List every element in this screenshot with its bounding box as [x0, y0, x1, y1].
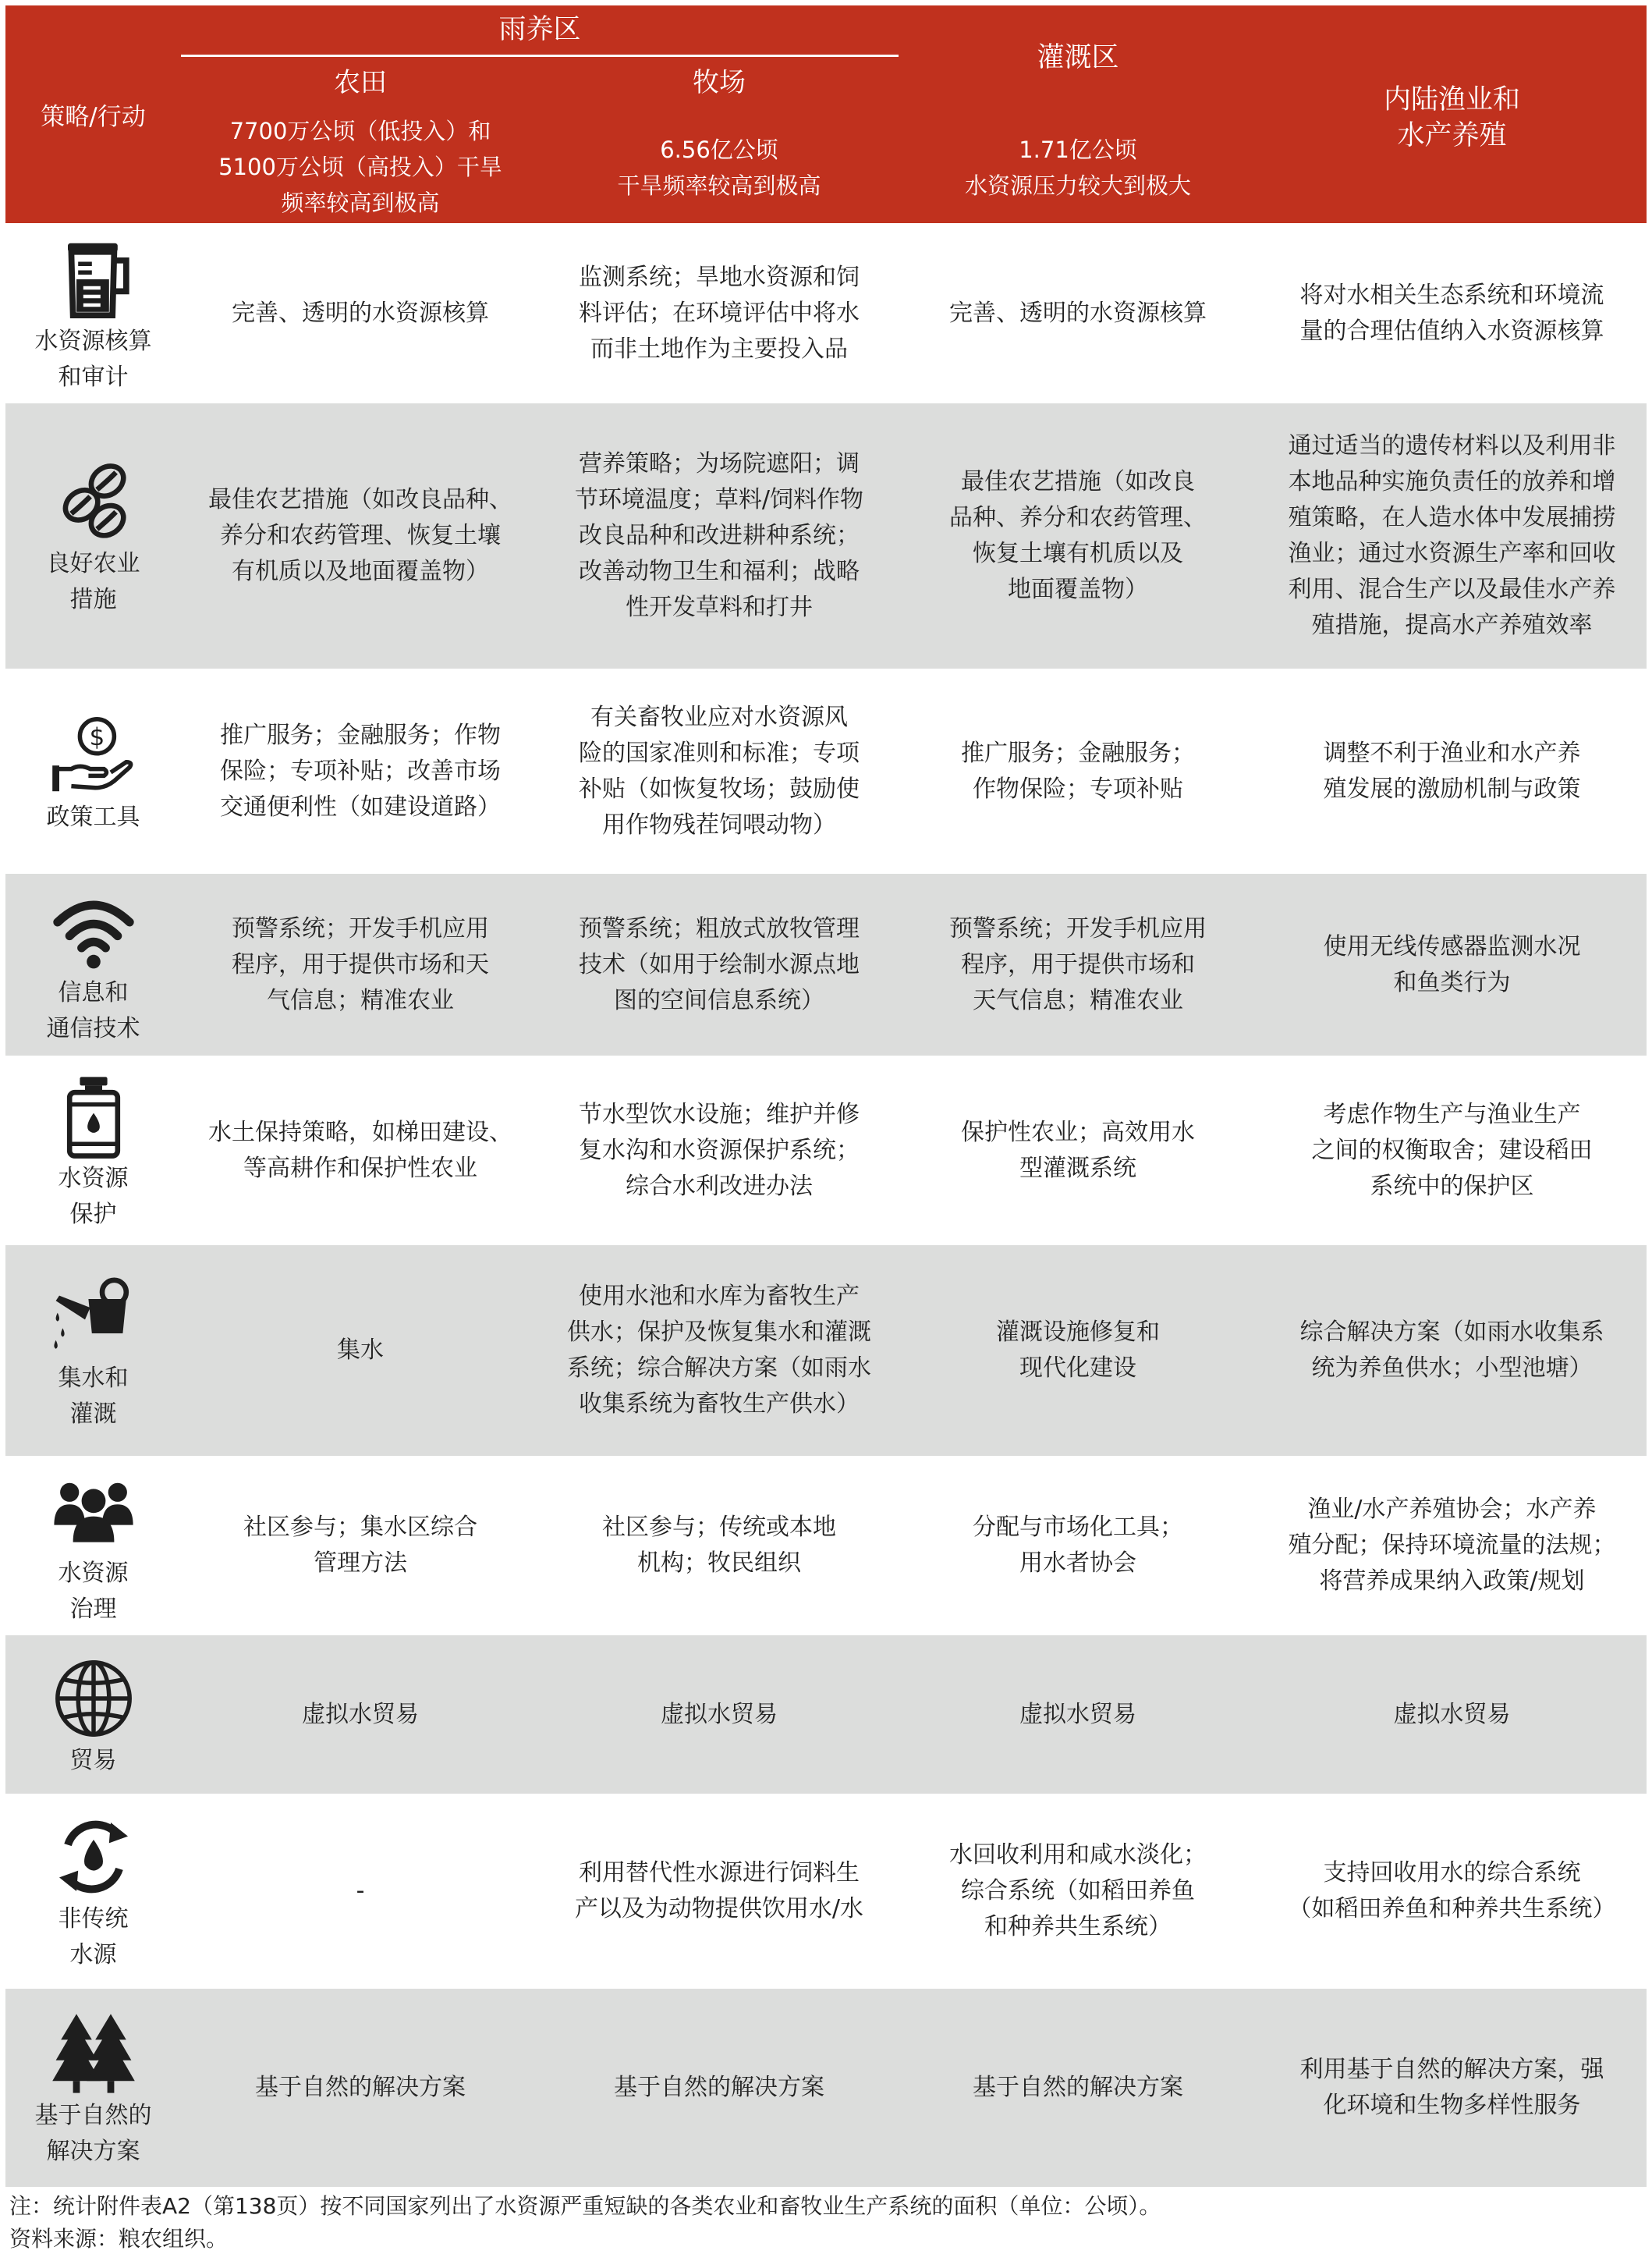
cell-farmland — [181, 403, 540, 669]
cell-text: 虚拟水贸易 — [1393, 1700, 1511, 1728]
cell-pasture — [540, 1635, 899, 1794]
coffee-beans-icon — [51, 459, 136, 545]
table-row — [5, 1056, 1647, 1245]
cell-text: 通过适当的遗传材料以及利用非 本地品种实施负责任的放养和增 殖策略，在人造水体中发展捕捞 渔业；通过水资源生产率和回收 利用、混合生产以及最佳水产养 殖措施，提高水产养殖效率 — [1288, 432, 1616, 639]
cell-text: 最佳农艺措施（如改良 品种、养分和农药管理、 恢复土壤有机质以及 地面覆盖物） — [949, 468, 1207, 603]
cell-farmland — [181, 1989, 540, 2187]
cell-irrigated — [899, 223, 1257, 403]
source-note: 资料来源：粮农组织。 — [9, 2226, 229, 2252]
cell-text: 基于自然的解决方案 — [973, 2074, 1183, 2101]
cell-pasture — [540, 1794, 899, 1989]
cell-irrigated — [899, 403, 1257, 669]
cell-text: 社区参与；集水区综合 管理方法 — [243, 1514, 477, 1577]
table-row — [5, 223, 1647, 403]
row-label: 贸易 — [69, 1746, 117, 1774]
row-label-cell — [5, 1245, 181, 1456]
header-irrigated: 灌溉区 — [1037, 42, 1119, 73]
cell-text: 有关畜牧业应对水资源风 险的国家准则和标准；专项 补贴（如恢复牧场；鼓励使 用作物残茬饲喂动物） — [579, 703, 860, 839]
row-label: 水资源 治理 — [58, 1560, 129, 1623]
cell-pasture — [540, 223, 899, 403]
cell-text: 综合解决方案（如雨水收集系 统为养鱼供水；小型池塘） — [1299, 1319, 1604, 1382]
recycle-drop-icon — [51, 1814, 136, 1900]
cell-fishery — [1257, 874, 1647, 1056]
cell-text: 社区参与；传统或本地 机构；牧民组织 — [602, 1514, 836, 1577]
cell-farmland — [181, 669, 540, 874]
cell-text: 灌溉设施修复和 现代化建设 — [996, 1319, 1160, 1382]
table-row — [5, 1245, 1647, 1456]
header-pasture-desc: 6.56亿公顷 干旱频率较高到极高 — [617, 137, 821, 199]
globe-icon — [51, 1656, 136, 1741]
table-row — [5, 874, 1647, 1056]
cell-text: 基于自然的解决方案 — [255, 2074, 466, 2101]
cell-irrigated — [899, 1245, 1257, 1456]
cell-farmland — [181, 1056, 540, 1245]
row-label: 基于自然的 解决方案 — [34, 2102, 152, 2165]
strategy-table — [5, 5, 1647, 2187]
cell-text: 考虑作物生产与渔业生产 之间的权衡取舍；建设稻田 系统中的保护区 — [1311, 1100, 1593, 1200]
cell-text: 监测系统；旱地水资源和饲 料评估；在环境评估中将水 而非土地作为主要投入品 — [579, 263, 860, 363]
cell-text: 节水型饮水设施；维护并修 复水沟和水资源保护系统； 综合水利改进办法 — [579, 1100, 860, 1200]
cell-text: 利用基于自然的解决方案，强 化环境和生物多样性服务 — [1299, 2056, 1604, 2119]
row-label: 信息和 通信技术 — [46, 978, 140, 1042]
cell-irrigated — [899, 1056, 1257, 1245]
cell-text: - — [356, 1877, 365, 1904]
cell-text: 虚拟水贸易 — [1019, 1700, 1136, 1728]
watering-can-icon — [51, 1273, 136, 1359]
cell-text: 使用无线传感器监测水况 和鱼类行为 — [1323, 932, 1581, 996]
table-row — [5, 1989, 1647, 2187]
cell-irrigated — [899, 1635, 1257, 1794]
cell-text: 分配与市场化工具； 用水者协会 — [973, 1514, 1183, 1577]
cell-irrigated — [899, 669, 1257, 874]
cell-pasture — [540, 403, 899, 669]
cell-text: 水土保持策略，如梯田建设、 等高耕作和保护性农业 — [208, 1118, 512, 1182]
cell-irrigated — [899, 1456, 1257, 1635]
footnote: 注：统计附件表A2（第138页）按不同国家列出了水资源严重短缺的各类农业和畜牧业生产系统的面积（单位：公顷）。 — [9, 2193, 1161, 2219]
cell-text: 完善、透明的水资源核算 — [232, 299, 489, 327]
table-header — [5, 5, 1647, 223]
cell-farmland — [181, 874, 540, 1056]
cell-fishery — [1257, 223, 1647, 403]
cell-fishery — [1257, 1635, 1647, 1794]
cell-farmland — [181, 1456, 540, 1635]
cell-fishery — [1257, 1456, 1647, 1635]
people-group-icon — [51, 1468, 136, 1554]
cell-fishery — [1257, 669, 1647, 874]
hand-dollar-icon — [51, 712, 136, 798]
row-label-cell — [5, 403, 181, 669]
cell-text: 推广服务；金融服务；作物 保险；专项补贴；改善市场 交通便利性（如建设道路） — [220, 721, 501, 821]
table-row — [5, 1456, 1647, 1635]
cell-text: 渔业/水产养殖协会；水产养 殖分配；保持环境流量的法规； 将营养成果纳入政策/规划 — [1288, 1496, 1616, 1595]
cell-farmland — [181, 1245, 540, 1456]
header-irrigated-desc: 1.71亿公顷 水资源压力较大到极大 — [964, 137, 1191, 199]
cell-text: 使用水池和水库为畜牧生产 供水；保护及恢复集水和灌溉 系统；综合解决方案（如雨水 收集系统为畜牧生产供水） — [567, 1283, 871, 1418]
cell-fishery — [1257, 403, 1647, 669]
header-farmland: 农田 — [334, 67, 387, 98]
cell-fishery — [1257, 1245, 1647, 1456]
cell-pasture — [540, 1245, 899, 1456]
row-label: 集水和 灌溉 — [58, 1365, 129, 1428]
cell-irrigated — [899, 874, 1257, 1056]
cell-text: 集水 — [337, 1336, 384, 1364]
cell-text: 最佳农艺措施（如改良品种、 养分和农药管理、恢复土壤 有机质以及地面覆盖物） — [208, 486, 512, 585]
cell-pasture — [540, 669, 899, 874]
svg-text:$: $ — [89, 722, 105, 751]
row-label: 非传统 水源 — [58, 1905, 129, 1968]
cell-farmland — [181, 1635, 540, 1794]
row-label-cell — [5, 1794, 181, 1989]
cell-text: 预警系统；开发手机应用 程序，用于提供市场和 天气信息；精准农业 — [949, 914, 1207, 1014]
cell-pasture — [540, 874, 899, 1056]
cell-fishery — [1257, 1056, 1647, 1245]
row-label-cell — [5, 669, 181, 874]
cell-text: 水回收利用和咸水淡化； 综合系统（如稻田养鱼 和种养共生系统） — [949, 1841, 1207, 1940]
cell-farmland — [181, 223, 540, 403]
row-label: 政策工具 — [46, 803, 140, 831]
row-label-cell — [5, 874, 181, 1056]
cell-pasture — [540, 1989, 899, 2187]
measuring-jug-icon — [51, 236, 136, 322]
cell-pasture — [540, 1456, 899, 1635]
cell-irrigated — [899, 1989, 1257, 2187]
row-label-cell — [5, 1456, 181, 1635]
cell-text: 基于自然的解决方案 — [614, 2074, 824, 2101]
row-label-cell — [5, 1056, 181, 1245]
cell-text: 支持回收用水的综合系统 （如稻田养鱼和种养共生系统） — [1288, 1859, 1616, 1922]
cell-text: 推广服务；金融服务； 作物保险；专项补贴 — [961, 739, 1195, 803]
cell-text: 虚拟水贸易 — [661, 1700, 778, 1728]
row-label-cell — [5, 223, 181, 403]
trees-icon — [51, 2011, 136, 2096]
row-label: 良好农业 措施 — [46, 550, 140, 613]
wifi-icon — [51, 888, 136, 974]
table-row — [5, 1635, 1647, 1794]
row-label-cell — [5, 1635, 181, 1794]
cell-text: 调整不利于渔业和水产养 殖发展的激励机制与政策 — [1323, 739, 1581, 803]
row-label: 水资源 保护 — [58, 1164, 129, 1228]
cell-text: 营养策略；为场院遮阳；调 节环境温度；草料/饲料作物 改良品种和改进耕种系统； 改善动物卫生和福利；战略 性开发草料和打井 — [574, 450, 864, 621]
cell-fishery — [1257, 1989, 1647, 2187]
header-strategy: 策略/行动 — [41, 103, 146, 131]
cell-text: 利用替代性水源进行饲料生 产以及为动物提供饮用水/水 — [574, 1859, 864, 1922]
row-label: 水资源核算 和审计 — [34, 327, 152, 391]
header-pasture: 牧场 — [693, 67, 746, 98]
cell-text: 预警系统；开发手机应用 程序，用于提供市场和天 气信息；精准农业 — [232, 914, 489, 1014]
header-farmland-desc: 7700万公顷（低投入）和 5100万公顷（高投入）干旱 频率较高到极高 — [218, 118, 502, 216]
cell-text: 将对水相关生态系统和环境流 量的合理估值纳入水资源核算 — [1299, 281, 1604, 345]
cell-text: 虚拟水贸易 — [302, 1700, 419, 1728]
cell-text: 保护性农业；高效用水 型灌溉系统 — [961, 1118, 1195, 1182]
water-jar-icon — [51, 1074, 136, 1159]
cell-text: 预警系统；粗放式放牧管理 技术（如用于绘制水源点地 图的空间信息系统） — [579, 914, 860, 1014]
cell-farmland — [181, 1794, 540, 1989]
cell-fishery — [1257, 1794, 1647, 1989]
cell-pasture — [540, 1056, 899, 1245]
table-row — [5, 1794, 1647, 1989]
header-divider — [181, 55, 899, 57]
cell-text: 完善、透明的水资源核算 — [949, 299, 1207, 327]
cell-irrigated — [899, 1794, 1257, 1989]
header-fishery: 内陆渔业和 水产养殖 — [1383, 84, 1520, 151]
header-rainfed: 雨养区 — [498, 14, 581, 45]
table-row — [5, 669, 1647, 874]
row-label-cell — [5, 1989, 181, 2187]
table-row — [5, 403, 1647, 669]
